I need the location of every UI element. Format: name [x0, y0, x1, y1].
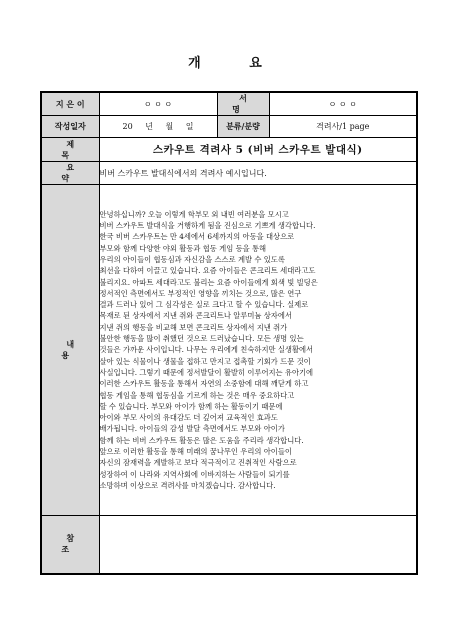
content-line: 아이와 부모 사이의 유대감도 더 깊어져 교육적인 효과도	[99, 413, 278, 423]
subject-row	[41, 138, 417, 162]
category-label: 분류/분량	[217, 116, 269, 138]
content-line: 결과 드러나 있어 그 심각성은 실로 크다고 할 수 있습니다. 실제로	[99, 300, 309, 310]
signature-label: 서 명	[217, 92, 269, 116]
content-line: 소망하며 이상으로 격려사를 마치겠습니다. 감사합니다.	[99, 480, 276, 490]
content-line: 배가됩니다. 아이들의 감성 발달 측면에서도 부모와 아이가	[99, 424, 285, 434]
content-label: 내 용	[41, 185, 99, 516]
signature-value: ㅇ ㅇ ㅇ	[269, 92, 417, 116]
content-row	[41, 185, 417, 516]
content-line: 한국 비버 스카우트는 만 4세에서 6세까지의 아동을 대상으로	[99, 232, 295, 242]
content-line: 정서적인 측면에서도 부정적인 영향을 끼치는 것으로, 많은 연구	[99, 288, 302, 298]
reference-row	[41, 516, 417, 574]
content-line: 성장하여 이 나라와 지역사회에 이바지하는 사람들이 되기를	[99, 469, 290, 479]
content-line: 함께 하는 비버 스카우트 활동은 많은 도움을 주리라 생각합니다.	[99, 435, 304, 445]
content-line: 불리지요. 아파트 세대라고도 불리는 요즘 아이들에게 회색 빛 빌딩은	[99, 277, 318, 287]
content-line: 비버 스카우트 발대식을 거행하게 됨을 진심으로 기쁘게 생각합니다.	[99, 221, 316, 231]
content-line: 우리의 아이들이 협동심과 자신감을 스스로 계발 수 있도록	[99, 254, 285, 264]
content-line: 앞으로 이러한 활동을 통해 미래의 꿈나무인 우리의 아이들이	[99, 447, 292, 457]
content-line: 불안한 행동을 많이 취했던 것으로 드러났습니다. 모든 생명 있는	[99, 334, 304, 344]
content-line: 할 수 있습니다. 부모와 아이가 함께 하는 활동이기 때문에	[99, 401, 283, 411]
content-body	[99, 185, 417, 516]
author-row	[41, 92, 417, 116]
content-line: 것들은 가까운 사이입니다. 나무는 우리에게 친숙하지만 실생활에서	[99, 345, 314, 355]
content-line: 사실입니다. 그렇기 때문에 정서발달이 활발히 이루어지는 유아기에	[99, 367, 314, 377]
content-line: 목재로 된 상자에서 지낸 쥐와 콘크리트나 알루미늄 상자에서	[99, 311, 292, 321]
reference-value	[99, 516, 417, 574]
content-line: 최선을 다하여 이끌고 있습니다. 요즘 아이들은 콘크리트 세대라고도	[99, 266, 316, 276]
document-title: 개 요	[188, 56, 284, 71]
category-value: 격려사/1 page	[269, 116, 417, 138]
subject-label: 제 목	[41, 138, 99, 162]
date-label: 작성일자	[41, 116, 99, 138]
date-value: 20 년 월 일	[99, 116, 217, 138]
reference-label: 참 조	[41, 516, 99, 574]
summary-value: 비버 스카우트 발대식에서의 격려사 예시입니다.	[99, 162, 417, 185]
summary-label: 요 약	[41, 162, 99, 185]
content-line: 이러한 스카우트 활동을 통해서 자연의 소중함에 대해 깨닫게 하고	[99, 379, 309, 389]
author-value: ㅇ ㅇ ㅇ	[99, 92, 217, 116]
date-row	[41, 116, 417, 138]
author-label: 지 은 이	[41, 92, 99, 116]
summary-form-table	[40, 91, 418, 575]
content-line: 지낸 쥐의 행동을 비교해 보면 콘크리트 상자에서 지낸 쥐가	[99, 322, 288, 332]
subject-value: 스카우트 격려사 5 (비버 스카우트 발대식)	[99, 138, 417, 162]
content-line: 안녕하십니까? 오늘 이렇게 학부모 외 내빈 여러분을 모시고	[99, 209, 289, 219]
content-line: 협동 게임을 통해 협동심을 기르게 하는 것은 매우 중요하다고	[99, 390, 295, 400]
summary-row	[41, 162, 417, 185]
content-line: 자신의 잠재력을 계발하고 보다 적극적이고 진취적인 사람으로	[99, 458, 297, 468]
content-line: 부모와 함께 다양한 야외 활동과 협동 게임 등을 통해	[99, 243, 267, 253]
content-line: 살아 있는 식물이나 생물을 접하고 만지고 접촉할 기회가 드문 것이	[99, 356, 311, 366]
